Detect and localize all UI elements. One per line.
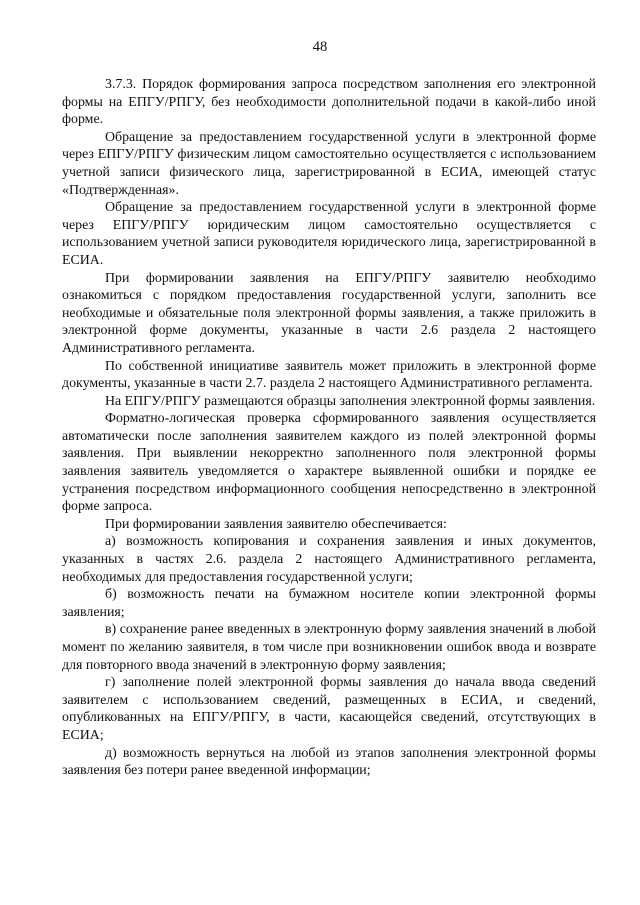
- list-item-a: а) возможность копирования и сохранения заявления и иных документов, указанных в частях 2.6. раздела 2 настоящего Административного регламента, необходимых для предоставления государственной услуги;: [62, 534, 596, 585]
- document-body: [62, 76, 596, 780]
- list-item-d: д) возможность вернуться на любой из этапов заполнения электронной формы заявления без потери ранее введенной информации;: [62, 745, 596, 779]
- list-item-v: в) сохранение ранее введенных в электронную форму заявления значений в любой момент по желанию заявителя, в том числе при возникновении ошибок ввода и возврате для повторного ввода значений в электронную форму заявления;: [62, 622, 596, 673]
- paragraph-3-7-3-heading: 3.7.3. Порядок формирования запроса посредством заполнения его электронной формы на ЕПГУ/РПГУ, без необходимости дополнительной подачи в какой-либо иной форме.: [62, 77, 596, 128]
- page-number: 48: [312, 39, 328, 55]
- paragraph-samples: На ЕПГУ/РПГУ размещаются образцы заполнения электронной формы заявления.: [105, 393, 596, 409]
- list-item-g: г) заполнение полей электронной формы заявления до начала ввода сведений заявителем с использованием сведений, размещенных в ЕСИА, и сведений, опубликованных на ЕПГУ/РПГУ, в части, касающейся сведений, отсутствующих в ЕСИА;: [62, 675, 596, 743]
- paragraph-format-check: Форматно-логическая проверка сформированного заявления осуществляется автоматически после заполнения заявителем каждого из полей электронной формы заявления. При выявлении некорректно заполненного поля электронной формы заявления заявитель уведомляется о характере выявленной ошибки и порядке ее устранения посредством информационного сообщения непосредственно в электронной форме запроса.: [62, 411, 596, 515]
- list-item-b: б) возможность печати на бумажном носителе копии электронной формы заявления;: [62, 587, 596, 620]
- paragraph-individual-appeal: Обращение за предоставлением государственной услуги в электронной форме через ЕПГУ/РПГУ физическим лицом самостоятельно осуществляется с использованием учетной записи физического лица, зарегистрированной в ЕСИА, имеющей статус «Подтвержденная».: [62, 129, 596, 198]
- paragraph-provided-list-intro: При формировании заявления заявителю обеспечивается:: [105, 516, 447, 532]
- paragraph-legal-entity-appeal: Обращение за предоставлением государственной услуги в электронной форме через ЕПГУ/РПГУ юридическим лицом самостоятельно осуществляется с использованием учетной записи руководителя юридического лица, зарегистрированной в ЕСИА.: [62, 200, 596, 268]
- paragraph-form-filling: При формировании заявления на ЕПГУ/РПГУ заявителю необходимо ознакомиться с порядком предоставления государственной услуги, заполнить все необходимые и обязательные поля электронной формы заявления, а также приложить в электронной форме документы, указанные в части 2.6 раздела 2 настоящего Административного регламента.: [62, 270, 596, 356]
- paragraph-own-initiative: По собственной инициативе заявитель может приложить в электронной форме документы, указанные в части 2.7. раздела 2 настоящего Административного регламента.: [62, 358, 596, 392]
